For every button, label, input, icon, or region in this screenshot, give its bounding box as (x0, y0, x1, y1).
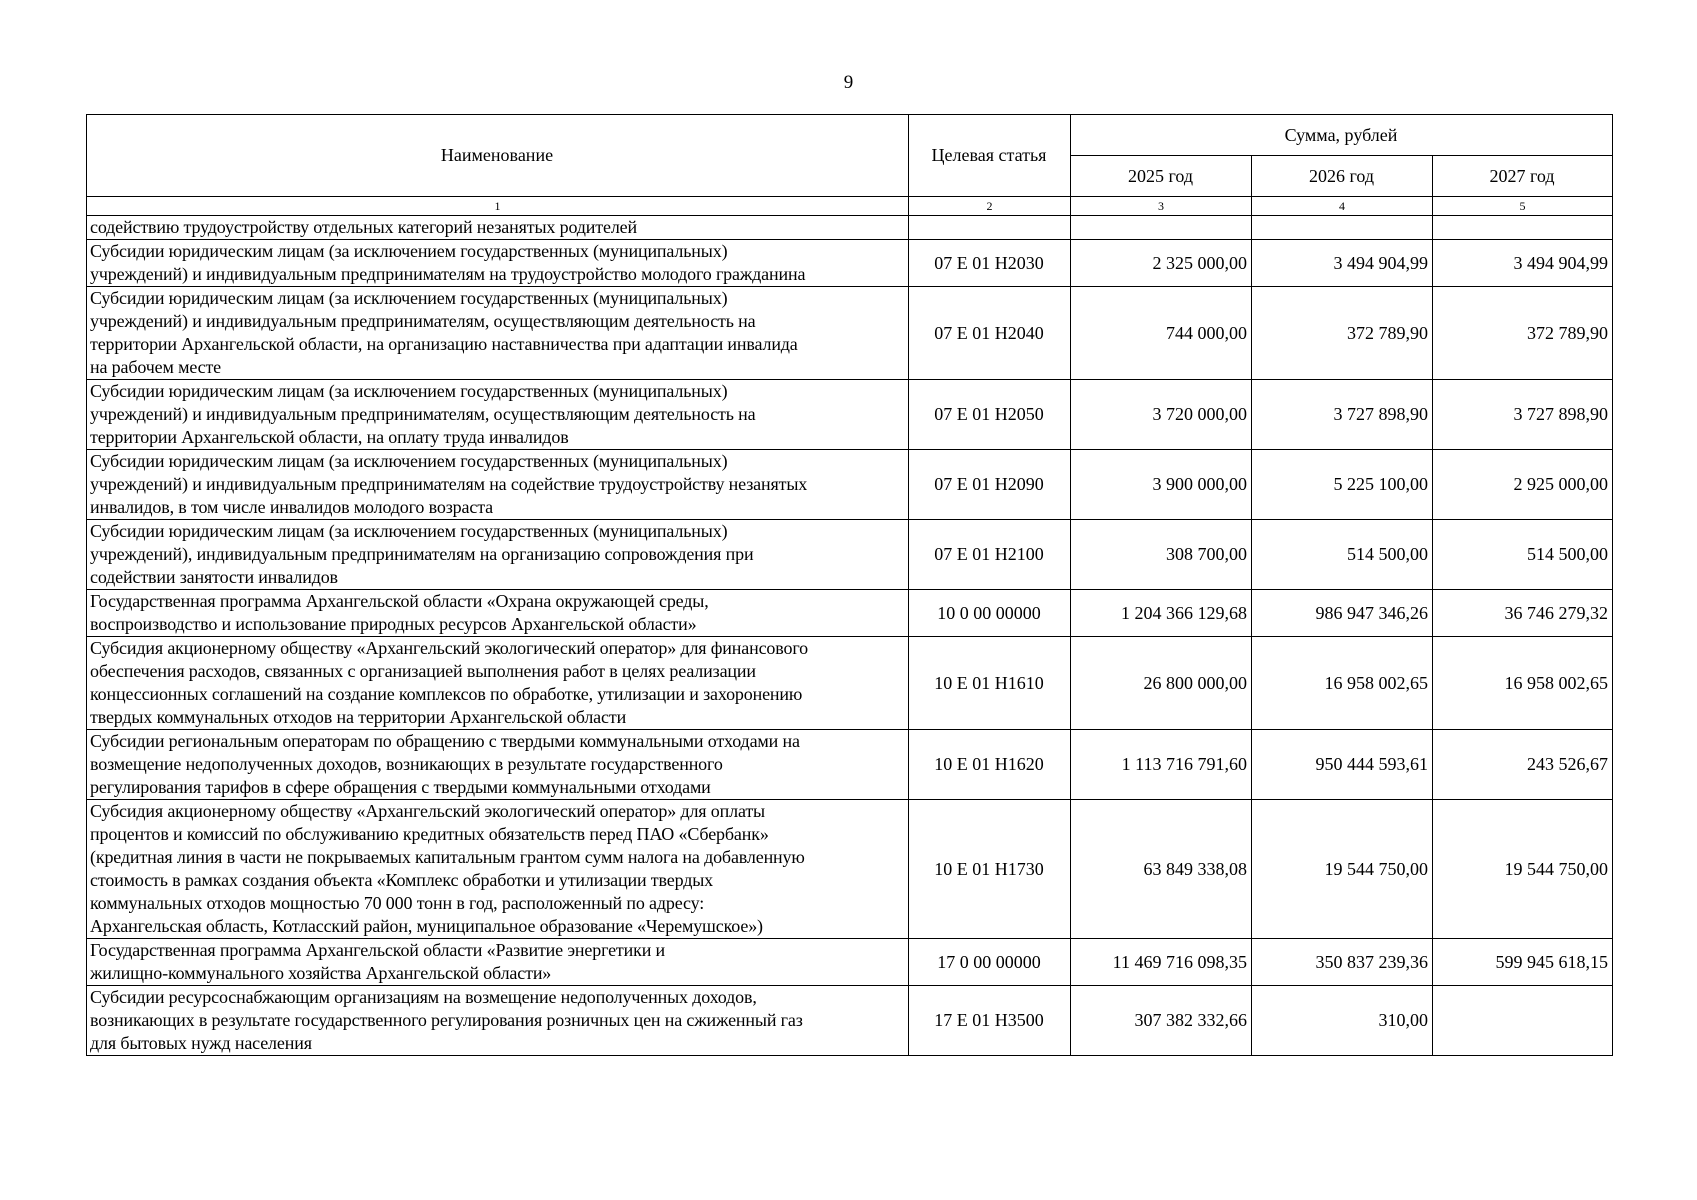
row-name (87, 240, 909, 287)
row-name-line: Государственная программа Архангельской области «Развитие энергетики и (90, 940, 666, 960)
row-target-code: 07 Е 01 Н2040 (909, 287, 1071, 380)
row-name-line: воспроизводство и использование природных ресурсов Архангельской области» (90, 614, 697, 634)
row-name-line: обеспечения расходов, связанных с организацией выполнения работ в целях реализации (90, 661, 756, 681)
row-target-code: 07 Е 01 Н2030 (909, 240, 1071, 287)
table-row (87, 800, 1613, 939)
header-year-2025: 2025 год (1071, 156, 1252, 197)
row-name (87, 216, 909, 240)
header-year-2026: 2026 год (1252, 156, 1433, 197)
row-amount-2027: 36 746 279,32 (1433, 590, 1613, 637)
row-name-line: (кредитная линия в части не покрываемых капитальным грантом сумм налога на добавленную (90, 847, 805, 867)
column-number: 3 (1071, 197, 1252, 216)
row-name-line: процентов и комиссий по обслуживанию кредитных обязательств перед ПАО «Сбербанк» (90, 824, 769, 844)
row-name (87, 730, 909, 800)
table-row (87, 986, 1613, 1056)
row-target-code: 10 Е 01 Н1730 (909, 800, 1071, 939)
row-amount-2026: 950 444 593,61 (1252, 730, 1433, 800)
table-row (87, 730, 1613, 800)
row-amount-2027 (1433, 986, 1613, 1056)
row-target-code: 07 Е 01 Н2100 (909, 520, 1071, 590)
row-target-code: 17 Е 01 Н3500 (909, 986, 1071, 1056)
row-amount-2027: 599 945 618,15 (1433, 939, 1613, 986)
row-amount-2025: 3 720 000,00 (1071, 380, 1252, 450)
row-name-line: возникающих в результате государственного регулирования розничных цен на сжиженный газ (90, 1010, 803, 1030)
header-sum: Сумма, рублей (1071, 115, 1613, 156)
row-name-line: Субсидии региональным операторам по обращению с твердыми коммунальными отходами на (90, 731, 800, 751)
row-name-line: стоимость в рамках создания объекта «Комплекс обработки и утилизации твердых (90, 870, 714, 890)
row-name-line: учреждений) и индивидуальным предпринимателям, осуществляющим деятельность на (90, 311, 756, 331)
row-amount-2027 (1433, 216, 1613, 240)
row-name-line: учреждений) и индивидуальным предпринимателям, осуществляющим деятельность на (90, 404, 756, 424)
row-target-code: 10 Е 01 Н1610 (909, 637, 1071, 730)
row-amount-2026: 19 544 750,00 (1252, 800, 1433, 939)
row-name-line: Субсидии юридическим лицам (за исключением государственных (муниципальных) (90, 521, 728, 541)
row-amount-2026: 16 958 002,65 (1252, 637, 1433, 730)
row-name (87, 287, 909, 380)
row-name-line: учреждений), индивидуальным предпринимателям на организацию сопровождения при (90, 544, 754, 564)
row-amount-2026: 3 494 904,99 (1252, 240, 1433, 287)
row-amount-2026: 986 947 346,26 (1252, 590, 1433, 637)
row-name-line: учреждений) и индивидуальным предпринимателям на содействие трудоустройству незанятых (90, 474, 808, 494)
row-amount-2027: 3 494 904,99 (1433, 240, 1613, 287)
row-amount-2027: 19 544 750,00 (1433, 800, 1613, 939)
row-name-line: возмещение недополученных доходов, возникающих в результате государственного (90, 754, 723, 774)
column-number: 1 (87, 197, 909, 216)
table-row (87, 939, 1613, 986)
row-target-code: 10 Е 01 Н1620 (909, 730, 1071, 800)
row-name (87, 637, 909, 730)
row-name-line: на рабочем месте (90, 357, 222, 377)
row-amount-2027: 514 500,00 (1433, 520, 1613, 590)
row-target-code: 17 0 00 00000 (909, 939, 1071, 986)
row-name-line: учреждений) и индивидуальным предпринимателям на трудоустройство молодого гражданина (90, 264, 806, 284)
row-amount-2025: 3 900 000,00 (1071, 450, 1252, 520)
row-name (87, 380, 909, 450)
row-name-line: Субсидии ресурсоснабжающим организациям на возмещение недополученных доходов, (90, 987, 757, 1007)
row-name (87, 939, 909, 986)
row-target-code: 07 Е 01 Н2090 (909, 450, 1071, 520)
row-amount-2027: 16 958 002,65 (1433, 637, 1613, 730)
row-amount-2027: 243 526,67 (1433, 730, 1613, 800)
row-name-line: концессионных соглашений на создание комплексов по обработке, утилизации и захоронению (90, 684, 803, 704)
table-row (87, 590, 1613, 637)
page-number: 9 (843, 72, 854, 93)
column-number: 5 (1433, 197, 1613, 216)
table-row (87, 450, 1613, 520)
table-row (87, 380, 1613, 450)
row-name-line: Субсидии юридическим лицам (за исключением государственных (муниципальных) (90, 288, 728, 308)
table-row (87, 520, 1613, 590)
row-amount-2026 (1252, 216, 1433, 240)
row-target-code (909, 216, 1071, 240)
table-row (87, 216, 1613, 240)
row-amount-2025: 63 849 338,08 (1071, 800, 1252, 939)
row-amount-2025: 1 113 716 791,60 (1071, 730, 1252, 800)
header-code: Целевая статья (909, 115, 1071, 197)
row-name (87, 590, 909, 637)
row-amount-2025: 2 325 000,00 (1071, 240, 1252, 287)
row-name (87, 800, 909, 939)
row-amount-2025 (1071, 216, 1252, 240)
row-amount-2026: 372 789,90 (1252, 287, 1433, 380)
column-number: 2 (909, 197, 1071, 216)
row-amount-2026: 350 837 239,36 (1252, 939, 1433, 986)
row-amount-2027: 3 727 898,90 (1433, 380, 1613, 450)
row-name-line: Архангельская область, Котласский район, муниципальное образование «Черемушское») (90, 916, 763, 936)
row-amount-2025: 308 700,00 (1071, 520, 1252, 590)
row-amount-2027: 2 925 000,00 (1433, 450, 1613, 520)
row-name-line: Государственная программа Архангельской области «Охрана окружающей среды, (90, 591, 709, 611)
table-row (87, 287, 1613, 380)
row-name (87, 986, 909, 1056)
row-amount-2026: 5 225 100,00 (1252, 450, 1433, 520)
row-name-line: территории Архангельской области, на организацию наставничества при адаптации инвалида (90, 334, 798, 354)
budget-table (86, 114, 1613, 1056)
column-number: 4 (1252, 197, 1433, 216)
table-row (87, 637, 1613, 730)
row-amount-2025: 307 382 332,66 (1071, 986, 1252, 1056)
table-row (87, 240, 1613, 287)
row-name-line: регулирования тарифов в сфере обращения с твердыми коммунальными отходами (90, 777, 711, 797)
row-name-line: жилищно-коммунального хозяйства Архангельской области» (90, 963, 552, 983)
row-amount-2025: 26 800 000,00 (1071, 637, 1252, 730)
row-name (87, 520, 909, 590)
row-name-line: содействию трудоустройству отдельных категорий незанятых родителей (90, 217, 637, 237)
row-amount-2026: 514 500,00 (1252, 520, 1433, 590)
row-amount-2025: 11 469 716 098,35 (1071, 939, 1252, 986)
row-name-line: территории Архангельской области, на оплату труда инвалидов (90, 427, 569, 447)
row-name-line: Субсидии юридическим лицам (за исключением государственных (муниципальных) (90, 241, 728, 261)
row-amount-2026: 3 727 898,90 (1252, 380, 1433, 450)
row-name-line: Субсидии юридическим лицам (за исключением государственных (муниципальных) (90, 451, 728, 471)
table-body (87, 216, 1613, 1056)
row-amount-2025: 1 204 366 129,68 (1071, 590, 1252, 637)
row-name-line: коммунальных отходов мощностью 70 000 тонн в год, расположенный по адресу: (90, 893, 705, 913)
row-name-line: твердых коммунальных отходов на территории Архангельской области (90, 707, 627, 727)
row-target-code: 10 0 00 00000 (909, 590, 1071, 637)
row-amount-2026: 310,00 (1252, 986, 1433, 1056)
row-target-code: 07 Е 01 Н2050 (909, 380, 1071, 450)
header-year-2027: 2027 год (1433, 156, 1613, 197)
row-name-line: содействии занятости инвалидов (90, 567, 338, 587)
row-name-line: Субсидия акционерному обществу «Архангельский экологический оператор» для оплаты (90, 801, 765, 821)
row-name-line: инвалидов, в том числе инвалидов молодого возраста (90, 497, 493, 517)
row-name-line: Субсидии юридическим лицам (за исключением государственных (муниципальных) (90, 381, 728, 401)
row-name (87, 450, 909, 520)
row-amount-2025: 744 000,00 (1071, 287, 1252, 380)
row-amount-2027: 372 789,90 (1433, 287, 1613, 380)
row-name-line: Субсидия акционерному обществу «Архангельский экологический оператор» для финансового (90, 638, 808, 658)
header-name: Наименование (87, 115, 909, 197)
row-name-line: для бытовых нужд населения (90, 1033, 312, 1053)
